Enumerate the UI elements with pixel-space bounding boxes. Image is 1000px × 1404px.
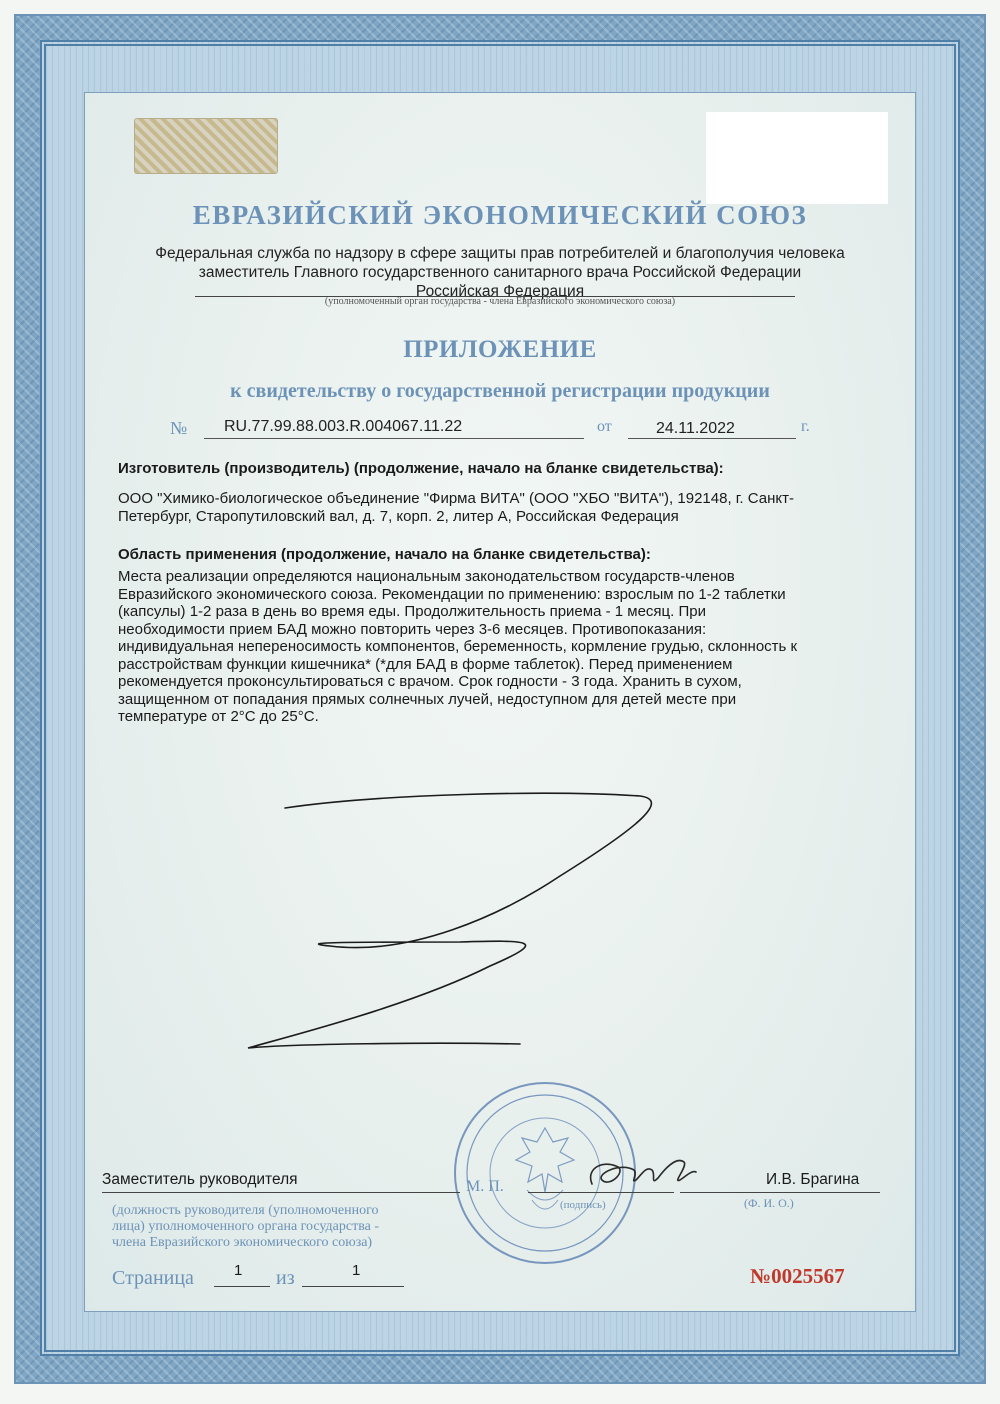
page-label: Страница — [112, 1267, 194, 1289]
scope-heading: Область применения (продолжение, начало на бланке свидетельства): — [118, 546, 651, 563]
position-caption — [112, 1203, 462, 1251]
signature-caption: (подпись) — [560, 1199, 606, 1211]
signatory-name: И.В. Брагина — [766, 1171, 860, 1188]
text-line: (капсулы) 1-2 раза в день во время еды. Продолжительность приема - 1 месяц. При — [118, 603, 706, 620]
text-line: ООО "Химико-биологическое объединение "Фирма ВИТА" (ООО "ХБО "ВИТА"), 192148, г. Санкт- — [118, 490, 794, 507]
name-caption: (Ф. И. О.) — [744, 1196, 794, 1210]
union-title: ЕВРАЗИЙСКИЙ ЭКОНОМИЧЕСКИЙ СОЮЗ — [192, 200, 808, 230]
seal-label: М. П. — [466, 1178, 504, 1195]
divider — [102, 1192, 460, 1193]
manufacturer-heading: Изготовитель (производитель) (продолжение, начало на бланке свидетельства): — [118, 460, 724, 477]
divider — [302, 1286, 404, 1287]
serial-number: №0025567 — [750, 1264, 845, 1288]
divider — [204, 438, 584, 439]
text-line: температуре от 2°С до 25°С. — [118, 708, 319, 725]
appendix-title: ПРИЛОЖЕНИЕ — [403, 336, 597, 363]
text-line: рекомендуется проконсультироваться с врачом. Срок годности - 3 года. Хранить в сухом, — [118, 673, 742, 690]
divider — [680, 1192, 880, 1193]
text-line: необходимости прием БАД можно повторить через 3-6 месяцев. Противопоказания: — [118, 620, 707, 638]
issuing-authority — [110, 244, 890, 301]
text-line: Петербург, Старопутиловский вал, д. 7, корп. 2, литер А, Российская Федерация — [118, 507, 679, 525]
text-line: Места реализации определяются национальным законодательством государств-членов — [118, 568, 735, 585]
caption-line: члена Евразийского экономического союза) — [112, 1235, 373, 1250]
divider — [214, 1286, 270, 1287]
date-label: от — [597, 418, 612, 435]
hologram-sticker — [134, 118, 278, 174]
org-line: Российская Федерация — [415, 283, 585, 300]
caption-line: лица) уполномоченного органа государства - — [112, 1219, 380, 1234]
number-label: № — [170, 418, 188, 438]
of-label: из — [276, 1267, 295, 1289]
manufacturer-text — [118, 490, 886, 525]
text-line: индивидуальная непереносимость компонентов, беременность, кормление грудью, склонность к — [118, 638, 798, 655]
page-current: 1 — [234, 1262, 243, 1279]
z-strikeout-mark — [230, 786, 670, 1062]
org-line: Федеральная служба по надзору в сфере защиты прав потребителей и благополучия человека — [155, 245, 845, 262]
appendix-subtitle: к свидетельству о государственной регистрации продукции — [230, 380, 770, 402]
registration-number: RU.77.99.88.003.R.004067.11.22 — [224, 418, 463, 435]
text-line: Евразийского экономического союза. Рекомендации по применению: взрослым по 1-2 таблетки — [118, 585, 786, 603]
signatory-position: Заместитель руководителя — [102, 1171, 298, 1188]
page-total: 1 — [352, 1262, 361, 1279]
divider — [628, 438, 796, 439]
year-label: г. — [801, 418, 810, 435]
text-line: защищенном от попадания прямых солнечных лучей, недоступном для детей месте при — [118, 690, 737, 708]
org-line: заместитель Главного государственного санитарного врача Российской Федерации — [198, 264, 802, 281]
text-line: расстройствам функции кишечника* (*для БАД в форме таблеток). Перед применением — [118, 655, 733, 673]
registration-date: 24.11.2022 — [656, 420, 735, 437]
blank-label-area — [706, 112, 888, 204]
scope-text — [118, 568, 886, 726]
divider — [528, 1192, 674, 1193]
org-caption: (уполномоченный орган государства - члена Евразийского экономического союза) — [324, 296, 676, 307]
caption-line: (должность руководителя (уполномоченного — [112, 1203, 379, 1218]
